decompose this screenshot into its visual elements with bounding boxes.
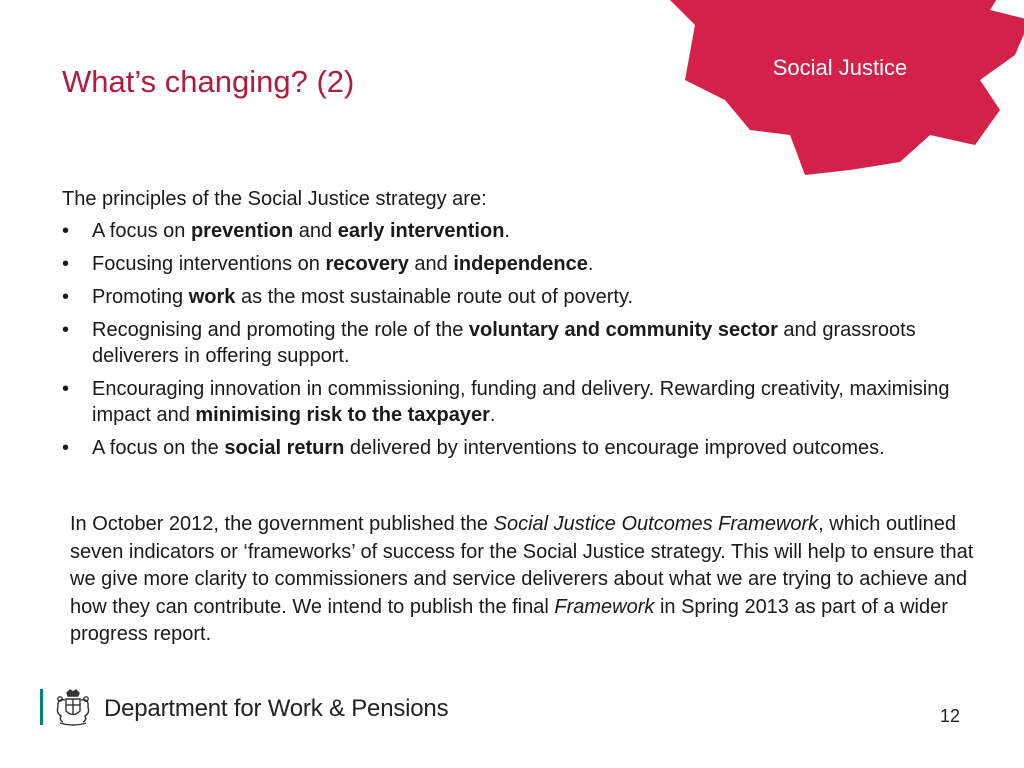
bullet-text: . bbox=[504, 220, 510, 242]
bullet-text: Promoting bbox=[92, 286, 189, 308]
paragraph-italic: Social Justice Outcomes Framework bbox=[493, 513, 819, 535]
bullet-emphasis: minimising risk to the taxpayer bbox=[195, 404, 490, 426]
bullet-text: and bbox=[408, 253, 454, 275]
framework-paragraph bbox=[70, 511, 990, 649]
bullet-marker: • bbox=[62, 253, 70, 275]
bullet-text: . bbox=[587, 253, 594, 275]
page-number: 12 bbox=[940, 706, 961, 726]
bullet-marker: • bbox=[62, 378, 70, 400]
list-item bbox=[62, 376, 962, 428]
bullet-marker: • bbox=[62, 319, 70, 341]
bullet-marker: • bbox=[62, 286, 70, 308]
bullet-marker: • bbox=[62, 437, 70, 459]
bullet-emphasis: social return bbox=[224, 437, 345, 459]
list-item bbox=[62, 218, 962, 244]
department-name: Department for Work & Pensions bbox=[104, 695, 449, 722]
list-item bbox=[62, 435, 962, 461]
bullet-emphasis: early intervention bbox=[337, 220, 505, 242]
royal-coat-of-arms-icon bbox=[52, 687, 94, 729]
bullet-text: . bbox=[489, 404, 496, 426]
bullet-emphasis: independence bbox=[453, 253, 588, 275]
bullet-text: and grassroots deliverers in offering support. bbox=[92, 319, 916, 367]
list-item bbox=[62, 317, 962, 369]
bullet-text: delivered by interventions to encourage improved outcomes. bbox=[344, 437, 885, 459]
bullet-text: Recognising and promoting the role of the bbox=[92, 319, 469, 341]
section-label: Social Justice bbox=[772, 55, 908, 80]
bullet-emphasis: work bbox=[188, 286, 236, 308]
bullet-emphasis: voluntary and community sector bbox=[468, 319, 778, 341]
bullet-text: A focus on bbox=[92, 220, 191, 242]
bullet-emphasis: prevention bbox=[190, 220, 294, 242]
bullet-text: as the most sustainable route out of poverty. bbox=[235, 286, 634, 308]
gear-icon bbox=[640, 0, 1024, 180]
paragraph-text: in Spring 2013 as part of a wider progress report. bbox=[70, 595, 948, 645]
bullet-text: Focusing interventions on bbox=[92, 253, 326, 275]
list-item bbox=[62, 251, 962, 277]
bullet-emphasis: recovery bbox=[325, 253, 409, 275]
bullet-text: Encouraging innovation in commissioning, funding and delivery. Rewarding creativity, maximising impact and bbox=[92, 378, 950, 426]
footer-divider bbox=[40, 689, 43, 725]
paragraph-italic: Framework bbox=[554, 595, 655, 618]
slide-title: What’s changing? (2) bbox=[62, 64, 355, 99]
principles-list bbox=[62, 218, 962, 468]
list-item bbox=[62, 284, 962, 310]
intro-text: The principles of the Social Justice strategy are: bbox=[62, 188, 487, 210]
bullet-text: and bbox=[293, 220, 338, 242]
paragraph-text: , which outlined seven indicators or ‘frameworks’ of success for the Social Justice strategy. This will help to ensure that we give more clarity to commissioners and service deliverers about what we are trying to achieve and how they can contribute. We intend to publish the final bbox=[70, 513, 974, 618]
paragraph-text: In October 2012, the government published the bbox=[70, 513, 494, 535]
bullet-marker: • bbox=[62, 220, 70, 242]
bullet-text: A focus on the bbox=[92, 437, 225, 459]
